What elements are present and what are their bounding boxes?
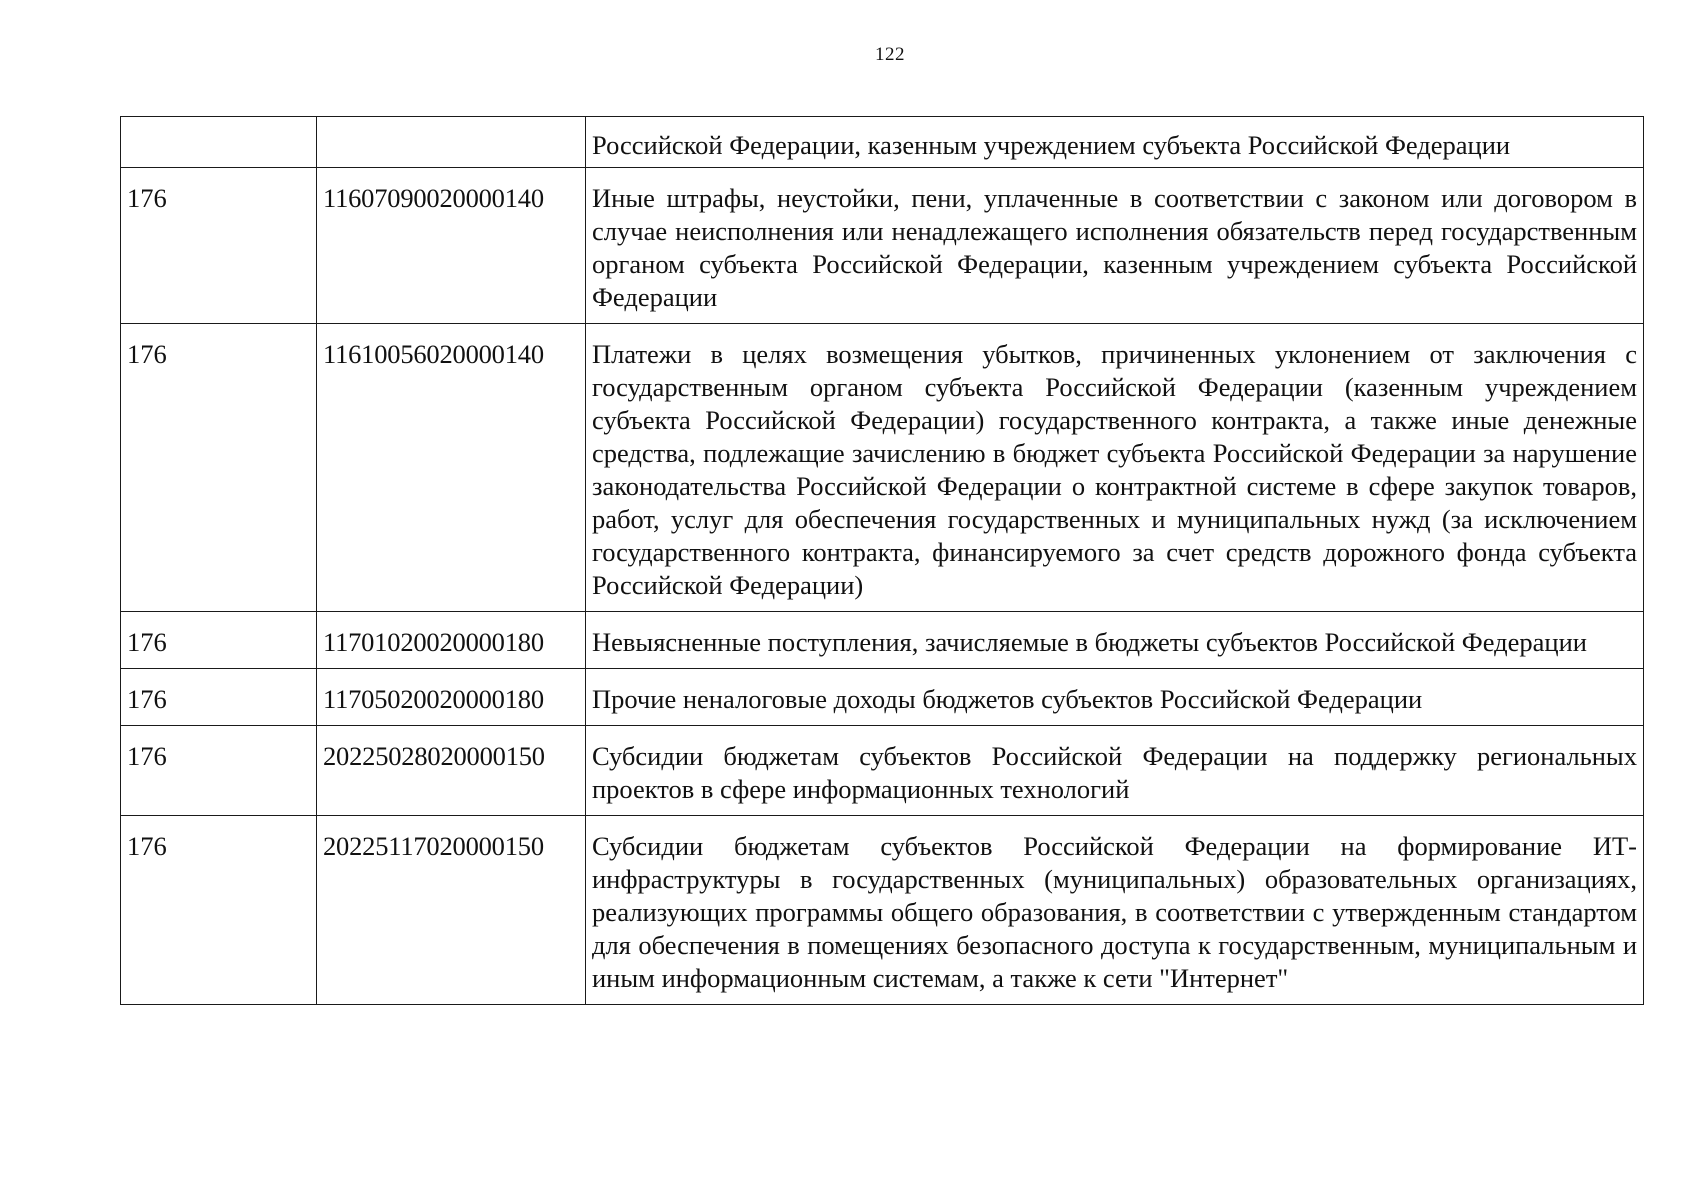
admin-code-cell: 176	[121, 726, 317, 816]
description-cell: Невыясненные поступления, зачисляемые в бюджеты субъектов Российской Федерации	[586, 612, 1644, 669]
budget-code-cell: 11705020020000180	[317, 669, 586, 726]
budget-code-cell: 11610056020000140	[317, 324, 586, 612]
description-cell: Прочие неналоговые доходы бюджетов субъектов Российской Федерации	[586, 669, 1644, 726]
description-cell: Российской Федерации, казенным учреждением субъекта Российской Федерации	[586, 117, 1644, 168]
budget-code-cell	[317, 117, 586, 168]
admin-code-cell: 176	[121, 324, 317, 612]
admin-code-cell: 176	[121, 168, 317, 324]
budget-code-cell: 20225117020000150	[317, 816, 586, 1005]
table-row	[121, 168, 1644, 324]
admin-code-cell	[121, 117, 317, 168]
table-row	[121, 816, 1644, 1005]
description-cell: Платежи в целях возмещения убытков, причиненных уклонением от заключения с государственным органом субъекта Российской Федерации (казенным учреждением субъекта Российской Федерации) государственного контракта, а также иные денежные средства, подлежащие зачислению в бюджет субъекта Российской Федерации за нарушение законодательства Российской Федерации о контрактной системе в сфере закупок товаров, работ, услуг для обеспечения государственных и муниципальных нужд (за исключением государственного контракта, финансируемого за счет средств дорожного фонда субъекта Российской Федерации)	[586, 324, 1644, 612]
budget-code-cell: 11607090020000140	[317, 168, 586, 324]
admin-code-cell: 176	[121, 816, 317, 1005]
table-row	[121, 669, 1644, 726]
description-cell: Иные штрафы, неустойки, пени, уплаченные в соответствии с законом или договором в случае неисполнения или ненадлежащего исполнения обязательств перед государственным органом субъекта Российской Федерации, казенным учреждением субъекта Российской Федерации	[586, 168, 1644, 324]
table-row	[121, 117, 1644, 168]
table-row	[121, 726, 1644, 816]
description-cell: Субсидии бюджетам субъектов Российской Федерации на поддержку региональных проектов в сфере информационных технологий	[586, 726, 1644, 816]
table-row	[121, 612, 1644, 669]
description-cell: Субсидии бюджетам субъектов Российской Федерации на формирование ИТ-инфраструктуры в государственных (муниципальных) образовательных организациях, реализующих программы общего образования, в соответствии с утвержденным стандартом для обеспечения в помещениях безопасного доступа к государственным, муниципальным и иным информационным системам, а также к сети "Интернет"	[586, 816, 1644, 1005]
budget-code-cell: 11701020020000180	[317, 612, 586, 669]
admin-code-cell: 176	[121, 612, 317, 669]
revenue-codes-table	[120, 116, 1644, 1005]
budget-code-cell: 20225028020000150	[317, 726, 586, 816]
table-row	[121, 324, 1644, 612]
page-number: 122	[875, 44, 905, 65]
admin-code-cell: 176	[121, 669, 317, 726]
